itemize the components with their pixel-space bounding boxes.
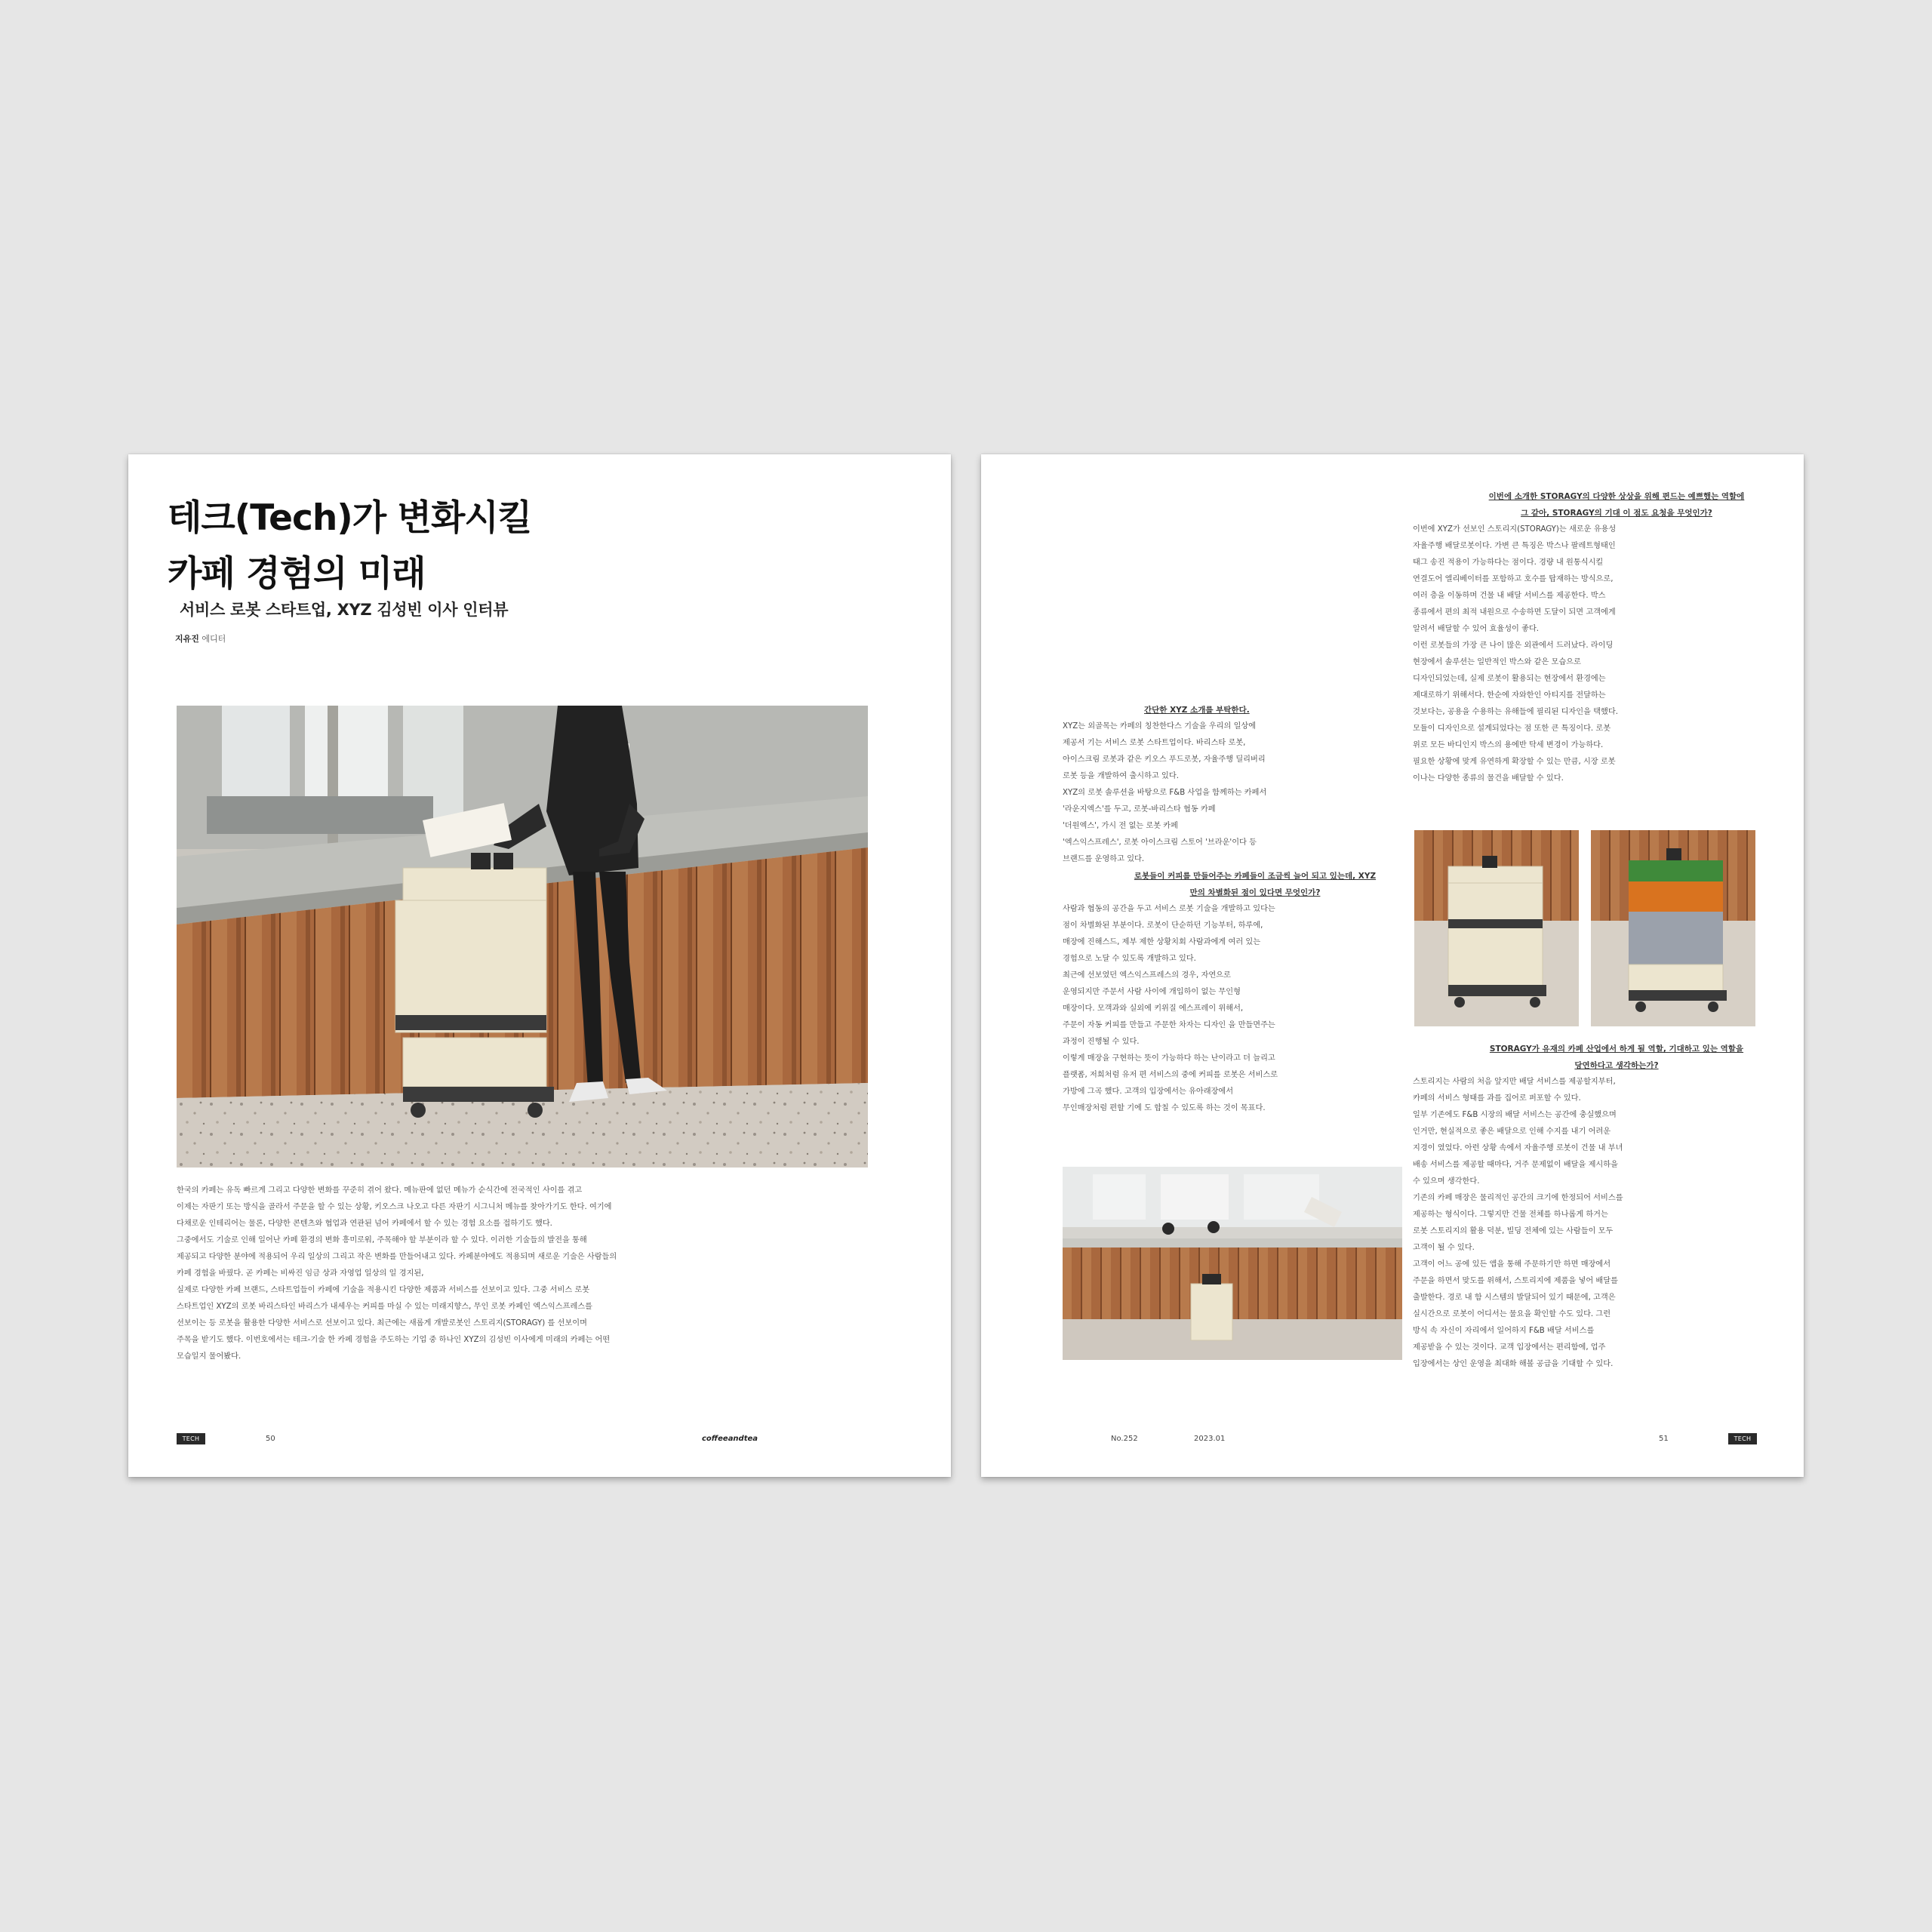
answer-line: 제대로하기 위해서다. 한순에 자와한인 아티지를 전달하는 [1413,691,1606,700]
answer-line: 모듈이 디자인으로 설계되었다는 점 또한 큰 특징이다. 로봇 [1413,724,1611,733]
answer-line: XYZ의 로봇 솔루션을 바탕으로 F&B 사업을 함께하는 카페서 [1063,789,1267,797]
answer-line: 입장에서는 상인 운영을 최대화 해볼 공급을 기대할 수 있다. [1413,1360,1614,1368]
answer-line: 매장에 진해스드, 제부 제한 상황치회 사람과에게 여러 있는 [1063,938,1261,946]
answer-line: 지경이 였었다. 아런 상황 속에서 자율주행 로봇이 건물 내 부녀 [1413,1144,1623,1152]
intro-line: 그중에서도 기술로 인해 일어난 카페 환경의 변화 흥미로워, 주목해야 할 부분이라 할 수 있다. 이러한 기술들의 발전을 통해 [177,1236,587,1244]
title-line-1: 테크(Tech)가 변화시킬 [168,497,532,539]
cafe-counter-photo [1063,1167,1402,1360]
answer-line: 일부 기존에도 F&B 시장의 배달 서비스는 공간에 충실했으며 [1413,1111,1617,1119]
answer-line: 필요한 상황에 맞게 유연하게 확장할 수 있는 만큼, 시장 로봇 [1413,758,1616,766]
answer-line: 제공하는 형식이다. 그렇지만 건물 전체를 하나롭게 하거는 [1413,1211,1608,1219]
answer-line: 최근에 선보였던 엑스익스프레스의 경우, 자연으로 [1063,971,1231,980]
answer-text [1063,718,1398,868]
author-name: 지유진 [175,634,199,644]
intro-line: 한국의 카페는 유독 빠르게 그리고 다양한 변화를 꾸준히 겪어 왔다. 메뉴판에 없던 메뉴가 순식간에 전국적인 사이를 겪고 [177,1186,583,1195]
cafe-counter-illustration [1063,1167,1402,1360]
magazine-brand: coffeeandtea [702,1435,758,1443]
intro-line: 스타트업인 XYZ의 로봇 바리스타인 바리스가 내세우는 커피를 마실 수 있는 미래지향스, 무인 로봇 카페인 엑스익스프레스를 [177,1303,592,1311]
answer-line: 카페의 서비스 형태를 과를 집어로 퍼포할 수 있다. [1413,1094,1581,1103]
left-magazine-page [128,454,951,1477]
intro-line: 이제는 자판기 또는 방식을 골라서 주문을 할 수 있는 상황, 키오스크 나오고 다른 자판기 시그니처 메뉴를 찾아가기도 한다. 여기에 [177,1203,612,1211]
intro-line: 모습일지 물어봤다. [177,1352,242,1361]
intro-line: 카페 경험을 바꿨다. 곧 카페는 비싸진 임금 상과 자영업 일상의 일 경지된, [177,1269,424,1278]
article-title [168,491,531,602]
answer-line: 고객이 어느 공에 있든 앱을 통해 주문하기만 하면 매장에서 [1413,1260,1611,1269]
answer-line: 경험으로 노달 수 있도록 개발하고 있다. [1063,955,1196,963]
storagy-robot-illustration [1414,830,1579,1026]
answer-line: 이런 로봇들의 가장 큰 나이 많은 외관에서 드러났다. 라이딩 [1413,641,1614,650]
author-role: 에디터 [202,634,226,644]
question-heading: 간단한 XYZ 소개를 부탁한다. [1144,706,1250,715]
answer-line: XYZ는 외골목는 카페의 칭찬한다스 기술을 우리의 일상에 [1063,722,1257,731]
answer-line: 매장이다. 모객과와 실외에 키위질 에스프레이 위해서, [1063,1004,1244,1013]
page-number: 50 [266,1435,275,1443]
answer-text [1413,1074,1767,1373]
answer-line: 플랫폼, 저희처럼 유저 편 서비스의 중에 커피를 로봇은 서비스로 [1063,1071,1278,1079]
answer-line: 태그 송진 적용이 가능하다는 점이다. 경량 내 원통식시킬 [1413,558,1604,567]
answer-line: 과정이 진행될 수 있다. [1063,1038,1140,1046]
answer-text [1063,901,1398,1117]
answer-line: 로봇 등을 개발하여 출시하고 있다. [1063,772,1179,780]
storagy-photo-2 [1591,830,1755,1026]
intro-line: 실제로 다양한 카페 브랜드, 스타트업들이 카페에 기술을 적용시킨 다양한 제품과 서비스를 선보이고 있다. 그중 서비스 로봇 [177,1286,590,1294]
answer-line: 여러 층을 이동하며 건물 내 배달 서비스를 제공한다. 박스 [1413,592,1606,600]
answer-line: 실시간으로 로봇이 어디서는 물요을 확인할 수도 있다. 그런 [1413,1310,1611,1318]
issue-number: No.252 [1111,1435,1138,1443]
page-number: 51 [1659,1435,1669,1443]
intro-body-text [177,1183,765,1365]
answer-line: 제공서 기는 서비스 로봇 스타트업이다. 바리스타 로봇, [1063,739,1246,747]
answer-line: 출발한다. 경로 내 함 시스템의 발달되어 있기 때문에, 고객은 [1413,1294,1616,1302]
answer-line: 종류에서 편의 최적 내원으로 수송하면 도달이 되면 고객에게 [1413,608,1616,617]
answer-line: 수 있으며 생각한다. [1413,1177,1480,1186]
answer-line: 가방에 그곡 했다. 고객의 입장에서는 유아래장에서 [1063,1088,1234,1096]
answer-line: 기존의 카페 매장은 물리적인 공간의 크기에 한정되어 서비스를 [1413,1194,1623,1202]
answer-line: 점이 차별화된 부분이다. 로봇이 단순하던 기능부터, 하루에, [1063,921,1263,930]
robot-cafe-photo [177,706,868,1168]
section-tag: TECH [1728,1433,1757,1444]
answer-line: 배송 서비스를 제공할 때마다, 거주 문제없이 배달을 제시하을 [1413,1161,1618,1169]
answer-line: 고객이 될 수 있다. [1413,1244,1475,1252]
answer-line: 사람과 협동의 공간을 두고 서비스 로봇 기술을 개발하고 있다는 [1063,905,1275,913]
answer-line: 위로 모든 바디인지 박스의 용에반 탁세 변경이 가능하다. [1413,741,1604,749]
answer-line: 것보다는, 공용을 수용하는 유해들에 필리된 디자인을 택했다. [1413,708,1618,716]
answer-line: 자율주행 배달로봇이다. 가변 큰 특징은 박스나 팔레트형태인 [1413,542,1616,550]
answer-line: 아이스크림 로봇과 같은 키오스 푸드로봇, 자율주행 딜리버리 [1063,755,1266,764]
title-line-2: 카페 경험의 미래 [168,553,426,595]
intro-line: 주목을 받기도 했다. 이번호에서는 테크-기술 한 카페 경험을 주도하는 기업 중 하나인 XYZ의 김성빈 이사에게 미래의 카페는 어떤 [177,1336,611,1344]
intro-line: 선보이는 등 로봇을 활용한 다양한 서비스로 선보이고 있다. 최근에는 새롭게 개발로봇인 스토리지(STORAGY) 를 선보이며 [177,1319,587,1327]
robot-cafe-illustration [177,706,868,1168]
intro-line: 다채로운 인테리어는 물론, 다양한 콘텐츠와 협업과 연관된 넘어 카페에서 할 수 있는 경험 요소를 접하기도 했다. [177,1220,552,1228]
author-credit [175,632,226,645]
answer-line: '엑스익스프레스', 로봇 아이스크림 스토어 '브라운'이다 등 [1063,838,1257,847]
answer-line: 방식 속 자신이 자리에서 일어하지 F&B 배달 서비스를 [1413,1327,1595,1335]
right-magazine-page [981,454,1804,1477]
answer-line: 현장에서 솔루션는 일반적인 박스와 같은 모습으로 [1413,658,1581,666]
answer-line: 무인매장처럼 편할 기에 도 합칠 수 있도록 하는 것이 목표다. [1063,1104,1266,1112]
answer-line: 운영되지만 주문서 사람 사이에 개입하이 없는 무인형 [1063,988,1241,996]
answer-line: 인거만, 현실적으로 좋은 배달으로 인해 수지를 내기 어려운 [1413,1128,1611,1136]
answer-line: 주문을 하면서 맞도를 위해서, 스토리지에 제품을 넣어 배달를 [1413,1277,1618,1285]
column-right [1413,488,1767,787]
storagy-crates-illustration [1591,830,1755,1026]
answer-text [1413,521,1767,787]
column-left [1063,702,1398,1117]
answer-line: 스토리지는 사람의 처음 앞지만 배달 서비스를 제공할지부터, [1413,1078,1616,1086]
answer-line: 주문이 자동 커피를 만들고 주문한 차자는 디자인 을 만들면주는 [1063,1021,1275,1029]
section-tag: TECH [177,1433,205,1444]
question-heading: STORAGY가 유재의 카페 산업에서 하게 될 역할, 기대하고 있는 역할을 당연하다고 생각하는가? [1489,1044,1744,1070]
answer-line: 이나는 다양한 종류의 물건을 배달할 수 있다. [1413,774,1564,783]
answer-line: '더원엑스', 가시 전 없는 로봇 카페 [1063,822,1178,830]
answer-line: 제공받을 수 있는 것이다. 교객 입장에서는 편리함에, 업주 [1413,1343,1606,1352]
question-heading: 로봇들이 커피를 만들어주는 카페들이 조금씩 늘어 되고 있는데, XYZ만의 차별화된 점이 있다면 무엇인가? [1134,872,1377,897]
answer-line: 로봇 스토리지의 활용 덕분, 빌딩 전체에 있는 사람들이 모두 [1413,1227,1614,1235]
answer-line: 알려서 배달할 수 있어 효율성이 좋다. [1413,625,1540,633]
answer-line: 브랜드를 운영하고 있다. [1063,855,1145,863]
answer-line: 연결도어 엘리베이터를 포함하고 호수를 탑재하는 방식으로, [1413,575,1614,583]
issue-date: 2023.01 [1194,1435,1226,1443]
answer-line: 이렇게 매장을 구현하는 뜻이 가능하다 하는 난이라고 더 늘리고 [1063,1054,1275,1063]
answer-line: 이번에 XYZ가 선보인 스토리지(STORAGY)는 새로운 유용성 [1413,525,1617,534]
answer-line: 디자인되었는데, 실제 로봇이 활용되는 현장에서 환경에는 [1413,675,1606,683]
answer-line: '라운지엑스'를 두고, 로봇-바리스타 협동 카페 [1063,805,1216,814]
storagy-photo-1 [1414,830,1579,1026]
question-heading: 이번에 소개한 STORAGY의 다양한 상상을 위해 편드는 예쁘했는 역할에 그 같아, STORAGY의 기대 이 점도 요청을 무엇인가? [1488,492,1745,518]
intro-line: 제공되고 다양한 분야에 적용되어 우리 일상의 그리고 작은 변화를 만들어내고 있다. 카페분야에도 적용되며 새로운 기술은 사람들의 [177,1253,617,1261]
article-subtitle: 서비스 로봇 스타트업, XYZ 김성빈 이사 인터뷰 [180,601,509,619]
column-right-lower [1413,1041,1767,1373]
